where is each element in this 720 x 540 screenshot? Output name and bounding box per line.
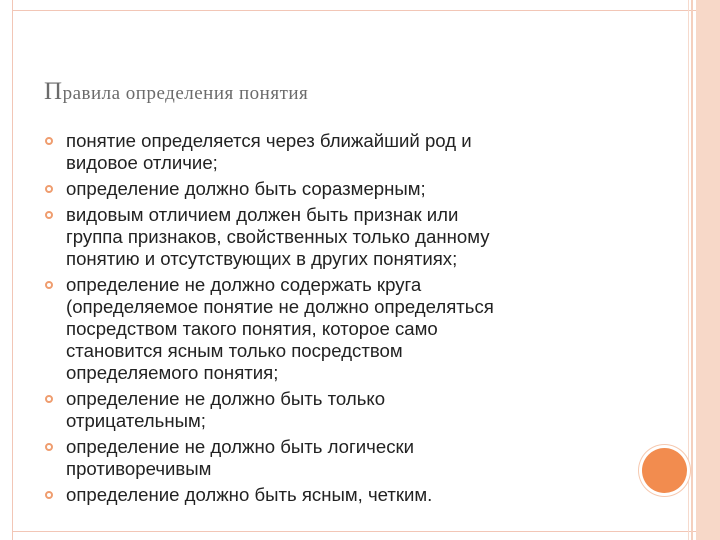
- right-band-thin-line: [688, 0, 689, 540]
- list-item-text: определение не должно содержать круга (определяемое понятие не должно определяться посредством такого понятия, которое само становится ясным только посредством определяемого понятия;: [66, 274, 494, 383]
- list-item: [44, 484, 604, 506]
- ring-bullet-icon: [45, 491, 53, 499]
- frame-left-line: [12, 0, 13, 540]
- list-item-text: понятие определяется через ближайший род и видовое отличие;: [66, 130, 472, 173]
- list-item: [44, 388, 604, 432]
- ring-bullet-icon: [45, 137, 53, 145]
- list-item-text: определение не должно быть только отрицательным;: [66, 388, 386, 431]
- list-item-text: определение должно быть соразмерным;: [66, 178, 426, 199]
- rules-list: [44, 130, 604, 510]
- frame-top-line: [12, 10, 720, 11]
- ring-bullet-icon: [45, 395, 53, 403]
- frame-bottom-line: [12, 531, 720, 532]
- list-item: [44, 130, 604, 174]
- list-item: [44, 274, 604, 384]
- list-item: [44, 204, 604, 270]
- ring-bullet-icon: [45, 443, 53, 451]
- right-decorative-band: [696, 0, 720, 540]
- ring-bullet-icon: [45, 211, 53, 219]
- ring-bullet-icon: [45, 281, 53, 289]
- slide-title: [44, 78, 308, 106]
- list-item-text: видовым отличием должен быть признак или группа признаков, свойственных только данному понятию и отсутствующих в других понятиях;: [66, 204, 490, 269]
- ring-bullet-icon: [45, 185, 53, 193]
- right-band-line: [691, 0, 693, 540]
- list-item-text: определение не должно быть логически противоречивым: [66, 436, 415, 479]
- list-item: [44, 178, 604, 200]
- list-item: [44, 436, 604, 480]
- slide-title-first-letter: П: [44, 78, 63, 105]
- slide-title-rest: равила определения понятия: [62, 83, 309, 104]
- orange-circle-decoration: [642, 448, 687, 493]
- list-item-text: определение должно быть ясным, четким.: [66, 484, 433, 505]
